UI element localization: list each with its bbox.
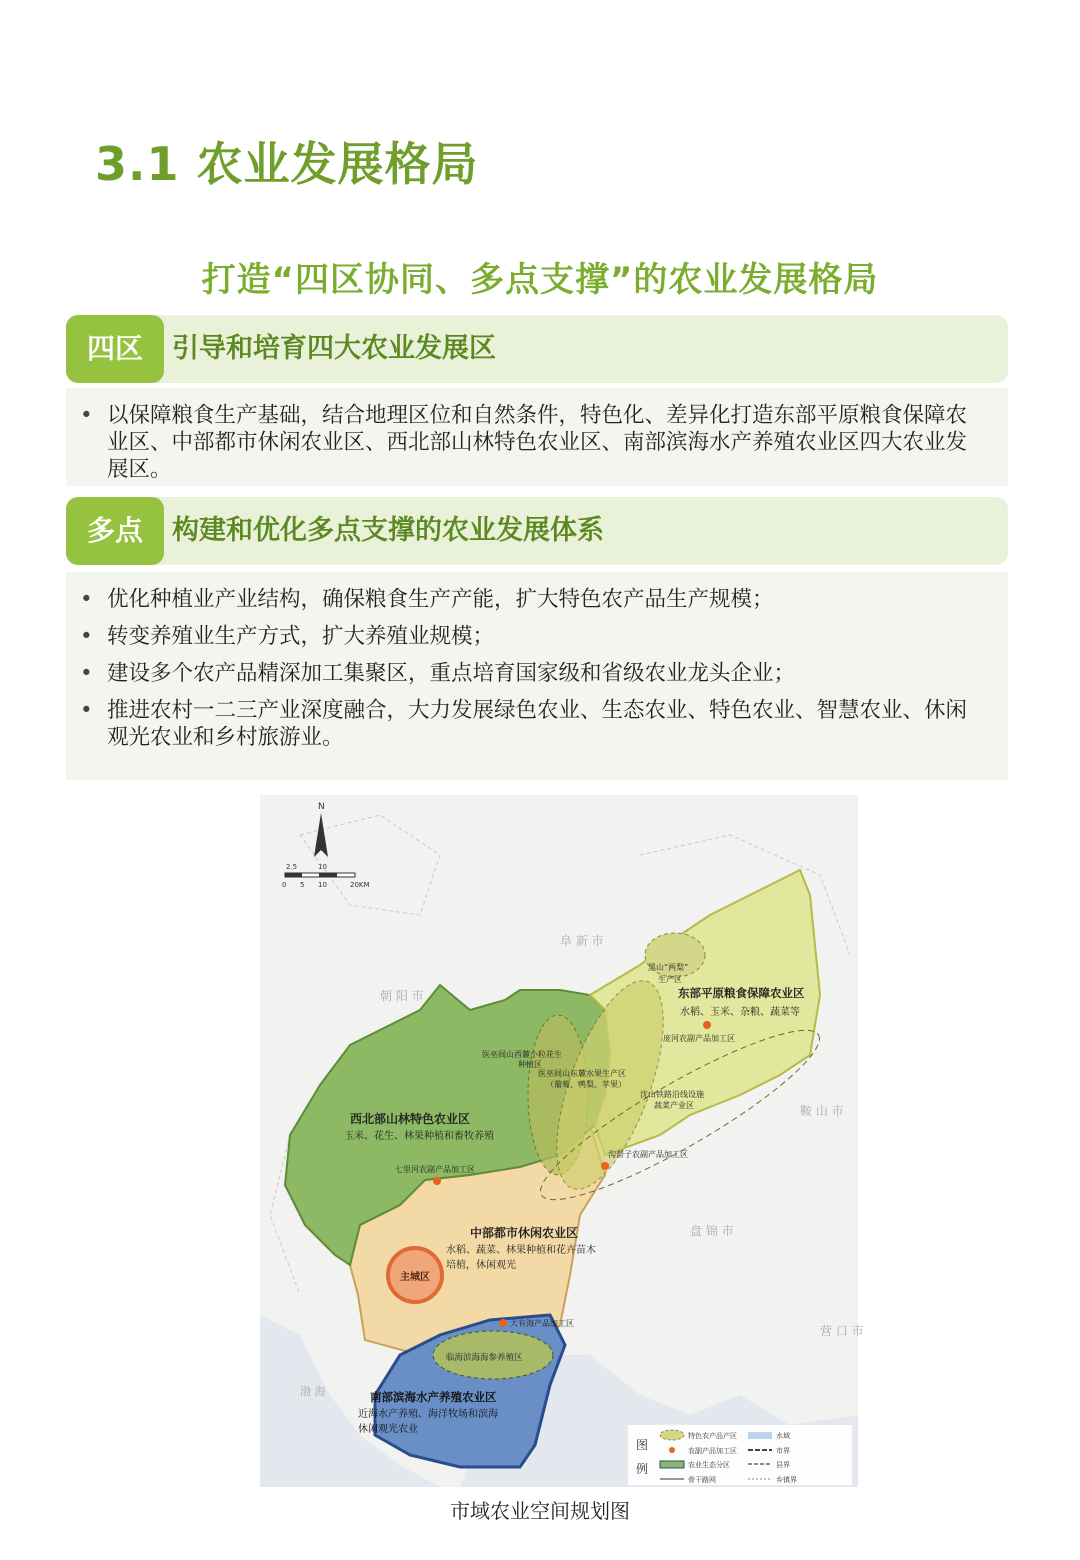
svg-text:2.5: 2.5 (286, 863, 298, 871)
svg-text:玉米、花生、林果种植和畜牧养殖: 玉米、花生、林果种植和畜牧养殖 (344, 1131, 494, 1142)
svg-text:培植，休闲观光: 培植，休闲观光 (446, 1260, 516, 1271)
map-legend (628, 1425, 852, 1485)
svg-text:例: 例 (636, 1462, 649, 1476)
svg-text:骨干路网: 骨干路网 (688, 1476, 716, 1484)
svg-text:渤 海: 渤 海 (300, 1385, 326, 1398)
svg-text:西北部山林特色农业区: 西北部山林特色农业区 (350, 1112, 471, 1126)
section-badge: 多点 (66, 497, 164, 565)
section-badge: 四区 (66, 315, 164, 383)
section-body-multi-points (66, 572, 1008, 780)
svg-text:5: 5 (300, 881, 305, 889)
processing-point (601, 1162, 609, 1170)
svg-text:阜 新 市: 阜 新 市 (560, 934, 604, 948)
svg-text:特色农产品产区: 特色农产品产区 (688, 1432, 737, 1440)
svg-text:东部平原粮食保障农业区: 东部平原粮食保障农业区 (678, 986, 805, 1000)
page-title: 3.1 农业发展格局 (95, 137, 479, 191)
svg-text:近海水产养殖、海洋牧场和滨海: 近海水产养殖、海洋牧场和滨海 (358, 1409, 498, 1420)
svg-text:农业生态分区: 农业生态分区 (688, 1461, 730, 1469)
section-label: 引导和培育四大农业发展区 (172, 333, 496, 364)
svg-text:七里河农副产品加工区: 七里河农副产品加工区 (395, 1165, 475, 1174)
svg-text:朝 阳 市: 朝 阳 市 (380, 989, 424, 1003)
section-header-multi-points (66, 497, 1008, 565)
svg-text:20KM: 20KM (350, 881, 370, 889)
svg-text:盘 锦 市: 盘 锦 市 (690, 1224, 734, 1238)
svg-text:县界: 县界 (776, 1461, 790, 1469)
svg-text:N: N (318, 802, 325, 812)
svg-text:休闲观光农业: 休闲观光农业 (358, 1424, 418, 1435)
bullet-item: • 以保障粮食生产基础，结合地理区位和自然条件，特色化、差异化打造东部平原粮食保障农业区、中部都市休闲农业区、西北部山林特色农业区、南部滨海水产养殖农业区四大农业发展区。 (66, 402, 1008, 483)
svg-text:营 口 市: 营 口 市 (820, 1324, 864, 1338)
svg-text:黑山“两梨”: 黑山“两梨” (648, 963, 689, 972)
processing-point (499, 1319, 507, 1327)
svg-text:水域: 水域 (776, 1432, 790, 1440)
svg-text:鞍 山 市: 鞍 山 市 (800, 1104, 844, 1118)
svg-text:中部都市休闲农业区: 中部都市休闲农业区 (470, 1226, 579, 1240)
svg-text:10: 10 (318, 881, 327, 889)
svg-text:农副产品加工区: 农副产品加工区 (688, 1447, 737, 1455)
svg-text:医巫闾山东麓水果生产区: 医巫闾山东麓水果生产区 (538, 1069, 626, 1078)
section-subtitle: 打造“四区协同、多点支撑”的农业发展格局 (201, 260, 879, 300)
svg-text:大有海产品加工区: 大有海产品加工区 (510, 1319, 574, 1328)
svg-text:临海滨海海参养殖区: 临海滨海海参养殖区 (446, 1353, 523, 1363)
section-body-four-zones (66, 388, 1008, 486)
svg-text:庞河农副产品加工区: 庞河农副产品加工区 (663, 1034, 735, 1043)
bullet-item: • 建设多个农产品精深加工集聚区，重点培育国家级和省级农业龙头企业； (66, 660, 1008, 687)
agriculture-planning-map (260, 795, 864, 1487)
map-caption: 市域农业空间规划图 (450, 1499, 630, 1523)
svg-text:图: 图 (636, 1438, 649, 1452)
svg-text:种植区: 种植区 (518, 1060, 542, 1069)
svg-text:市界: 市界 (776, 1447, 790, 1455)
svg-text:生产区: 生产区 (658, 975, 682, 984)
svg-text:沈山铁路沿线设施: 沈山铁路沿线设施 (640, 1090, 704, 1099)
processing-point (703, 1021, 711, 1029)
svg-text:10: 10 (318, 863, 327, 871)
svg-text:0: 0 (282, 881, 287, 889)
svg-text:蔬菜产业区: 蔬菜产业区 (654, 1101, 694, 1110)
svg-text:（葡萄、鸭梨、苹果）: （葡萄、鸭梨、苹果） (546, 1080, 626, 1089)
svg-text:乡镇界: 乡镇界 (776, 1476, 797, 1484)
svg-text:南部滨海水产养殖农业区: 南部滨海水产养殖农业区 (370, 1390, 497, 1404)
processing-point (433, 1177, 441, 1185)
svg-text:水稻、蔬菜、林果种植和花卉苗木: 水稻、蔬菜、林果种植和花卉苗木 (446, 1245, 596, 1256)
section-label: 构建和优化多点支撑的农业发展体系 (172, 515, 604, 546)
bullet-item: • 转变养殖业生产方式，扩大养殖业规模； (66, 623, 1008, 650)
svg-text:主城区: 主城区 (400, 1272, 430, 1283)
svg-text:医巫闾山西麓小粒花生: 医巫闾山西麓小粒花生 (482, 1050, 562, 1059)
bullet-item: • 推进农村一二三产业深度融合，大力发展绿色农业、生态农业、特色农业、智慧农业、休闲观光农业和乡村旅游业。 (66, 697, 1008, 751)
bullet-item: • 优化种植业产业结构，确保粮食生产产能，扩大特色农产品生产规模； (66, 586, 1008, 613)
section-header-four-zones (66, 315, 1008, 383)
svg-text:沟帮子农副产品加工区: 沟帮子农副产品加工区 (608, 1150, 688, 1159)
svg-text:水稻、玉米、杂粮、蔬菜等: 水稻、玉米、杂粮、蔬菜等 (680, 1007, 800, 1018)
